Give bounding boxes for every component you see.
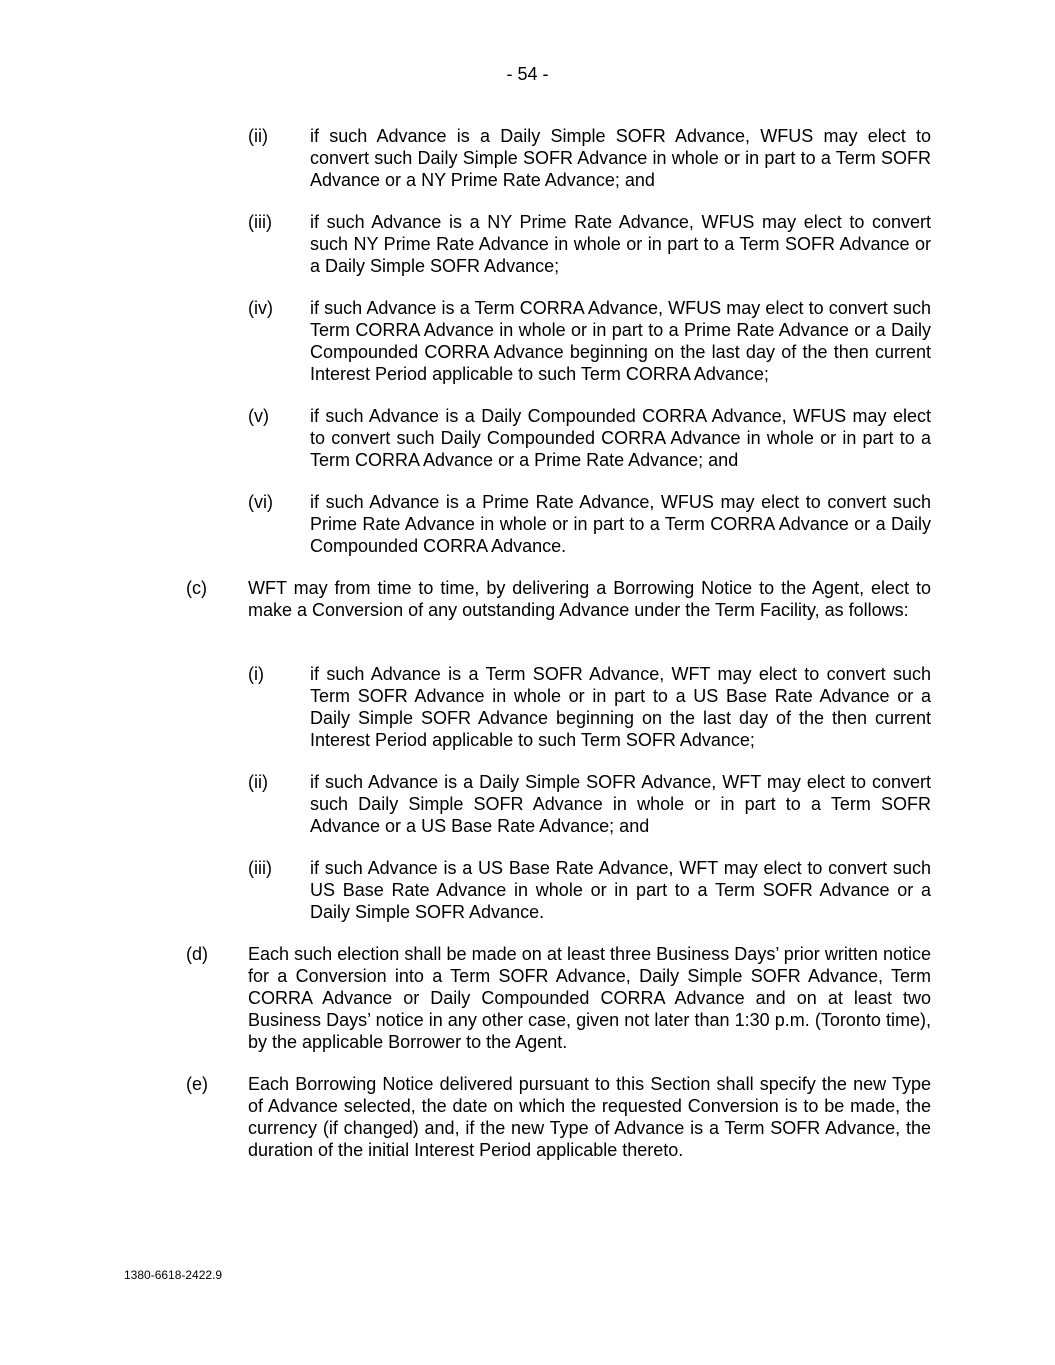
clause-number: (ii) <box>248 126 268 146</box>
clause-number: (ii) <box>248 772 268 792</box>
document-id: 1380-6618-2422.9 <box>124 1268 223 1282</box>
section-c <box>186 577 931 621</box>
clause-text: if such Advance is a Term SOFR Advance, WFT may elect to convert such Term SOFR Advance in whole or in part to a US Base Rate Advance or a Daily Simple SOFR Advance beginning on the last day of the then current Interest Period applicable to such Term SOFR Advance; <box>310 664 931 750</box>
section-number: (d) <box>186 944 208 964</box>
section-text: WFT may from time to time, by delivering a Borrowing Notice to the Agent, elect to make a Conversion of any outstanding Advance under the Term Facility, as follows: <box>248 578 931 620</box>
page-number: - 54 - <box>506 64 549 84</box>
section-d <box>186 943 931 1053</box>
section-e <box>186 1073 931 1161</box>
clause-c-i <box>248 663 931 751</box>
clause-text: if such Advance is a US Base Rate Advance, WFT may elect to convert such US Base Rate Advance in whole or in part to a Term SOFR Advance or a Daily Simple SOFR Advance. <box>310 858 931 922</box>
clause-text: if such Advance is a Term CORRA Advance, WFUS may elect to convert such Term CORRA Advance in whole or in part to a Prime Rate Advance or a Daily Compounded CORRA Advance beginning on the last day of the then current Interest Period applicable to such Term CORRA Advance; <box>310 298 931 384</box>
clause-text: if such Advance is a Daily Simple SOFR Advance, WFUS may elect to convert such Daily Simple SOFR Advance in whole or in part to a Term SOFR Advance or a NY Prime Rate Advance; and <box>310 126 931 190</box>
clause-number: (i) <box>248 664 264 684</box>
clause-number: (v) <box>248 406 269 426</box>
clause-text: if such Advance is a Prime Rate Advance, WFUS may elect to convert such Prime Rate Advance in whole or in part to a Term CORRA Advance or a Daily Compounded CORRA Advance. <box>310 492 931 556</box>
section-text: Each Borrowing Notice delivered pursuant to this Section shall specify the new Type of Advance selected, the date on which the requested Conversion is to be made, the currency (if changed) and, if the new Type of Advance is a Term SOFR Advance, the duration of the initial Interest Period applicable thereto. <box>248 1074 931 1160</box>
clause-number: (iii) <box>248 858 272 878</box>
clause-text: if such Advance is a NY Prime Rate Advance, WFUS may elect to convert such NY Prime Rate Advance in whole or in part to a Term SOFR Advance or a Daily Simple SOFR Advance; <box>310 212 931 276</box>
clause-text: if such Advance is a Daily Compounded CORRA Advance, WFUS may elect to convert such Daily Compounded CORRA Advance in whole or in part to a Term CORRA Advance or a Prime Rate Advance; and <box>310 406 931 470</box>
section-text: Each such election shall be made on at least three Business Days’ prior written notice for a Conversion into a Term SOFR Advance, Daily Simple SOFR Advance, Term CORRA Advance or Daily Compounded CORRA Advance and on at least two Business Days’ notice in any other case, given not later than 1:30 p.m. (Toronto time), by the applicable Borrower to the Agent. <box>248 944 931 1052</box>
clause-b-vi <box>248 491 931 557</box>
clause-text: if such Advance is a Daily Simple SOFR Advance, WFT may elect to convert such Daily Simple SOFR Advance in whole or in part to a Term SOFR Advance or a US Base Rate Advance; and <box>310 772 931 836</box>
section-number: (c) <box>186 578 207 598</box>
clause-number: (iii) <box>248 212 272 232</box>
clause-b-v <box>248 405 931 471</box>
clause-b-iii <box>248 211 931 277</box>
clause-b-iv <box>248 297 931 385</box>
clause-number: (iv) <box>248 298 273 318</box>
section-number: (e) <box>186 1074 208 1094</box>
clause-b-ii <box>248 125 931 191</box>
clause-number: (vi) <box>248 492 273 512</box>
clause-c-iii <box>248 857 931 923</box>
clause-c-ii <box>248 771 931 837</box>
